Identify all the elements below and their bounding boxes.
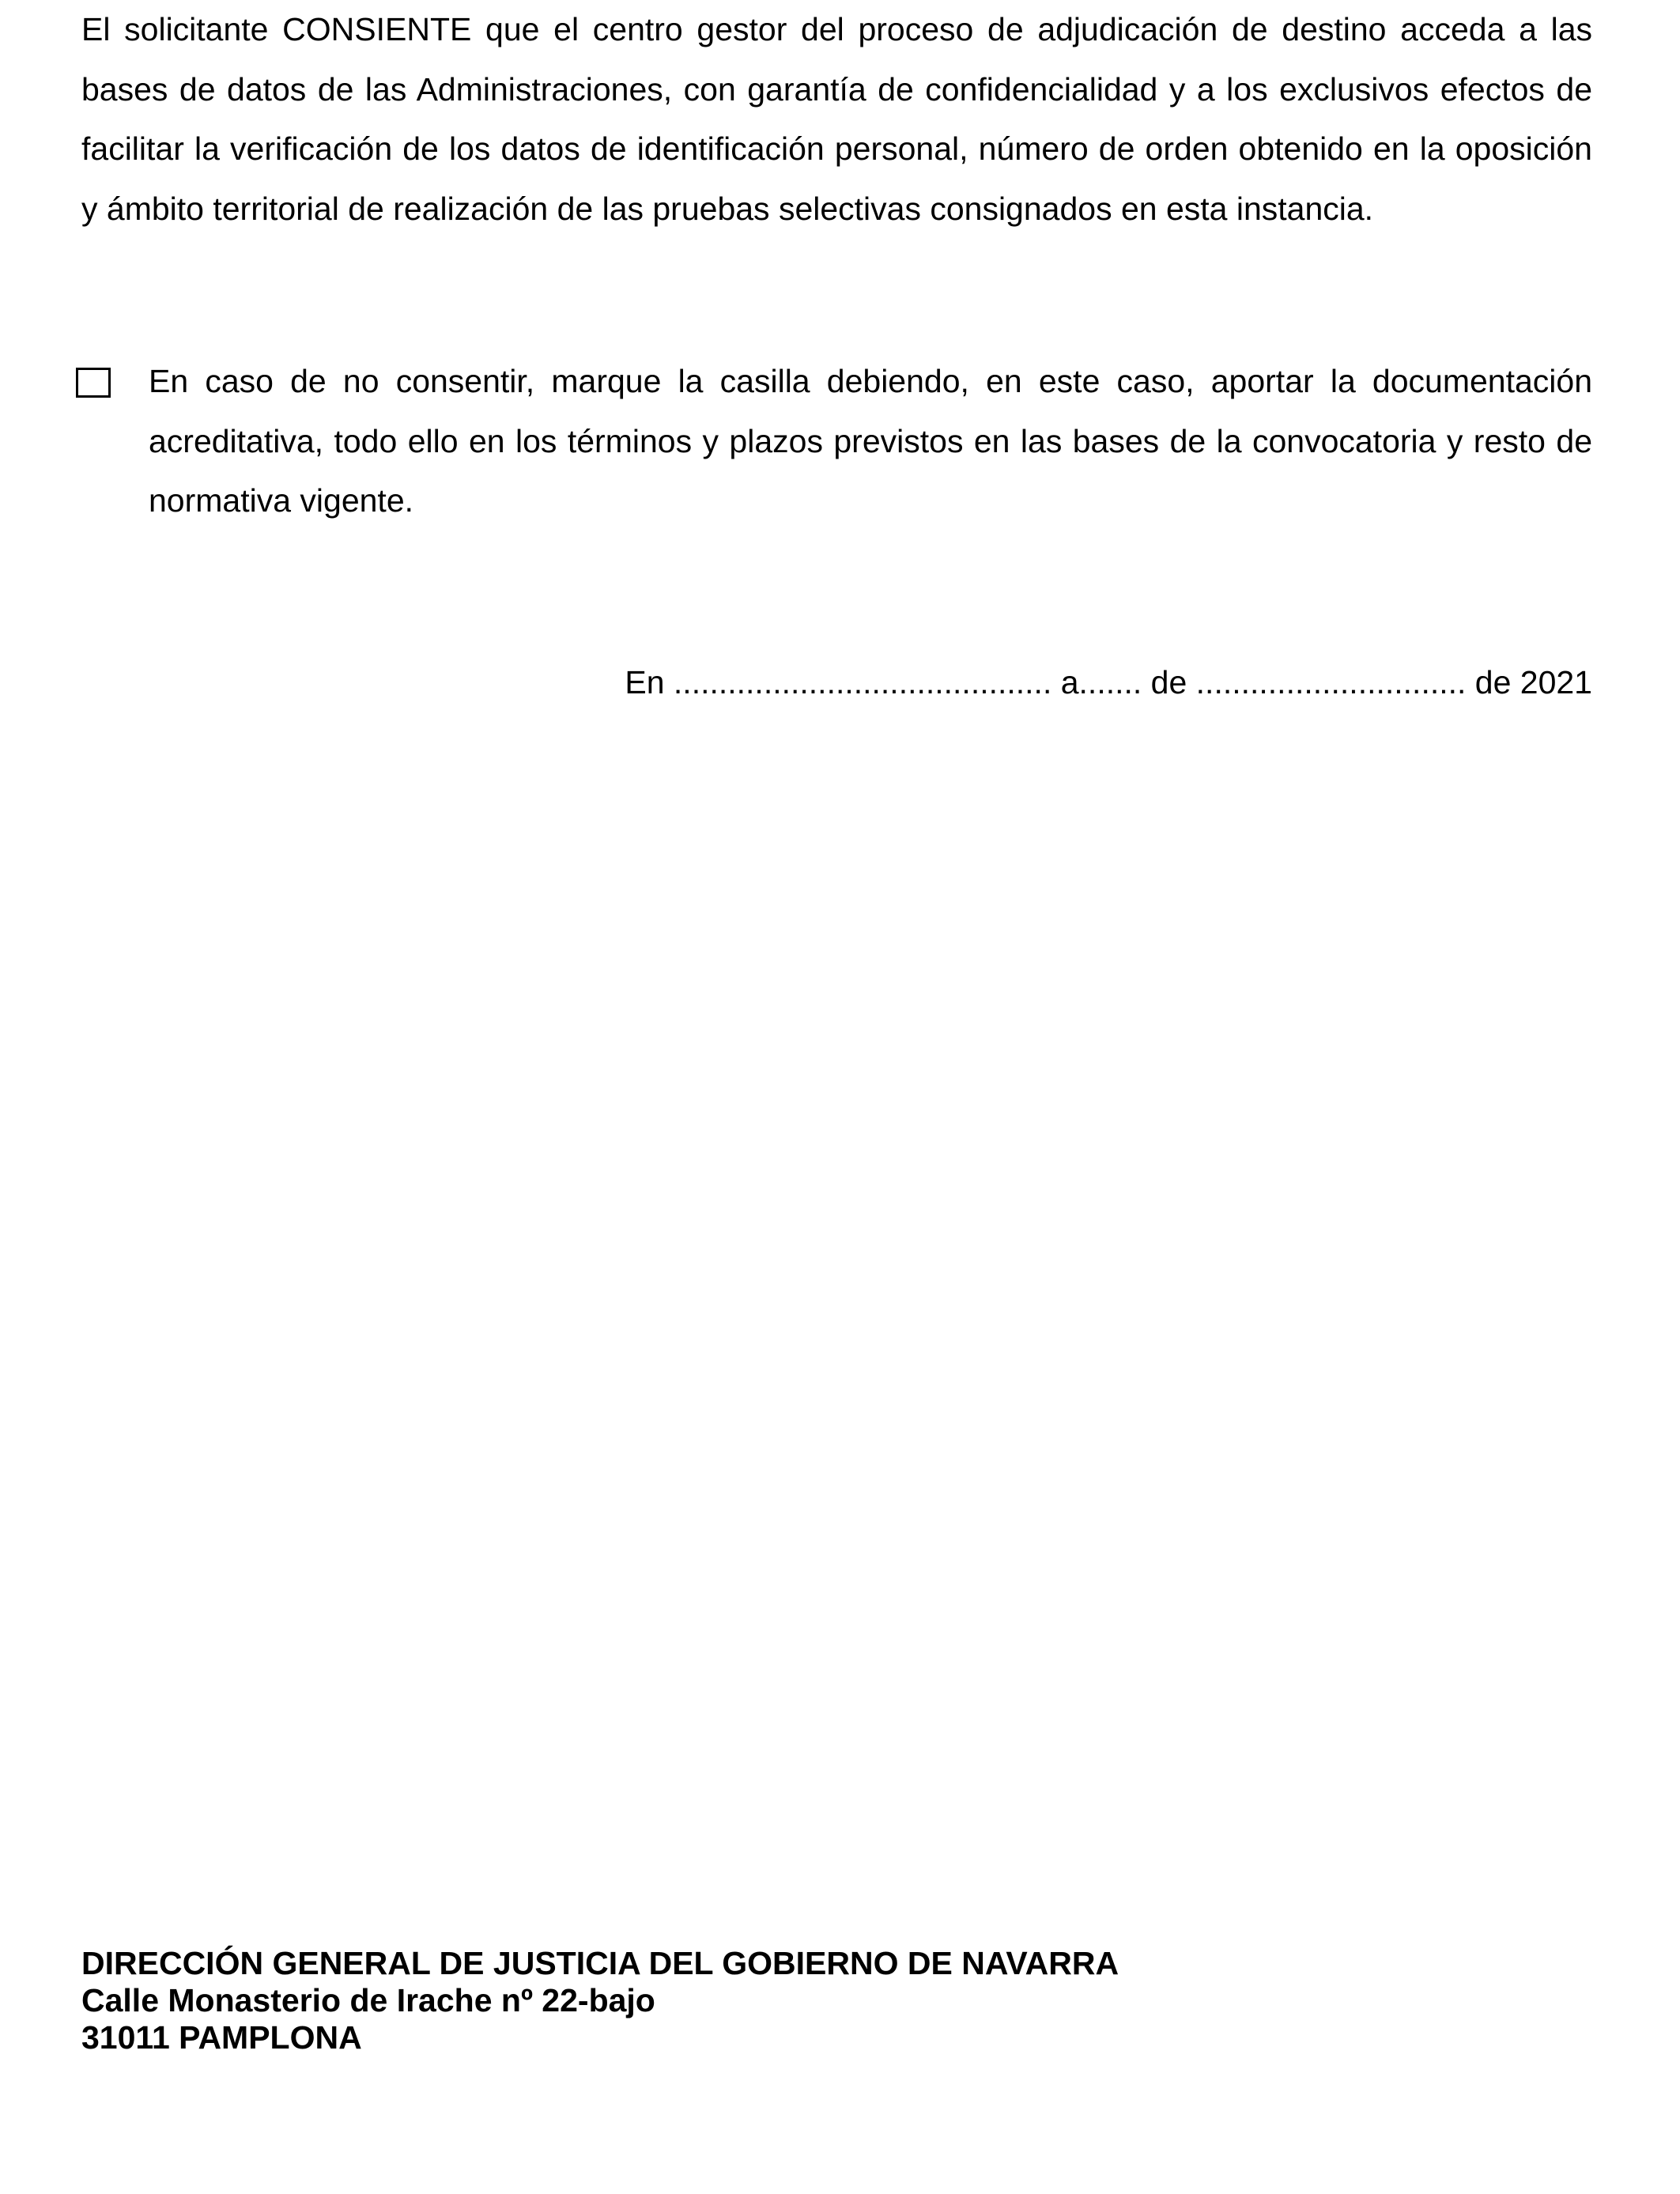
place-date-line: En .......................................... a....... de .............................. de 2021 (625, 664, 1592, 700)
footer-city: 31011 PAMPLONA (81, 2019, 362, 2056)
footer-address (81, 1945, 1119, 2056)
footer-street: Calle Monasterio de Irache nº 22-bajo (81, 1982, 655, 2018)
footer-organization: DIRECCIÓN GENERAL DE JUSTICIA DEL GOBIERNO DE NAVARRA (81, 1945, 1119, 1981)
consent-paragraph: El solicitante CONSIENTE que el centro gestor del proceso de adjudicación de destino acceda a las bases de datos de las Administraciones, con garantía de confidencialidad y a los exclusivos efectos de facilitar la verificación de los datos de identificación personal, número de orden obtenido en la oposición y ámbito territorial de realización de las pruebas selectivas consignados en esta instancia. (81, 11, 1592, 227)
no-consent-text: En caso de no consentir, marque la casilla debiendo, en este caso, aportar la documentación acreditativa, todo ello en los términos y plazos previstos en las bases de la convocatoria y resto de normativa vigente. (149, 363, 1592, 519)
no-consent-checkbox[interactable] (76, 368, 111, 398)
